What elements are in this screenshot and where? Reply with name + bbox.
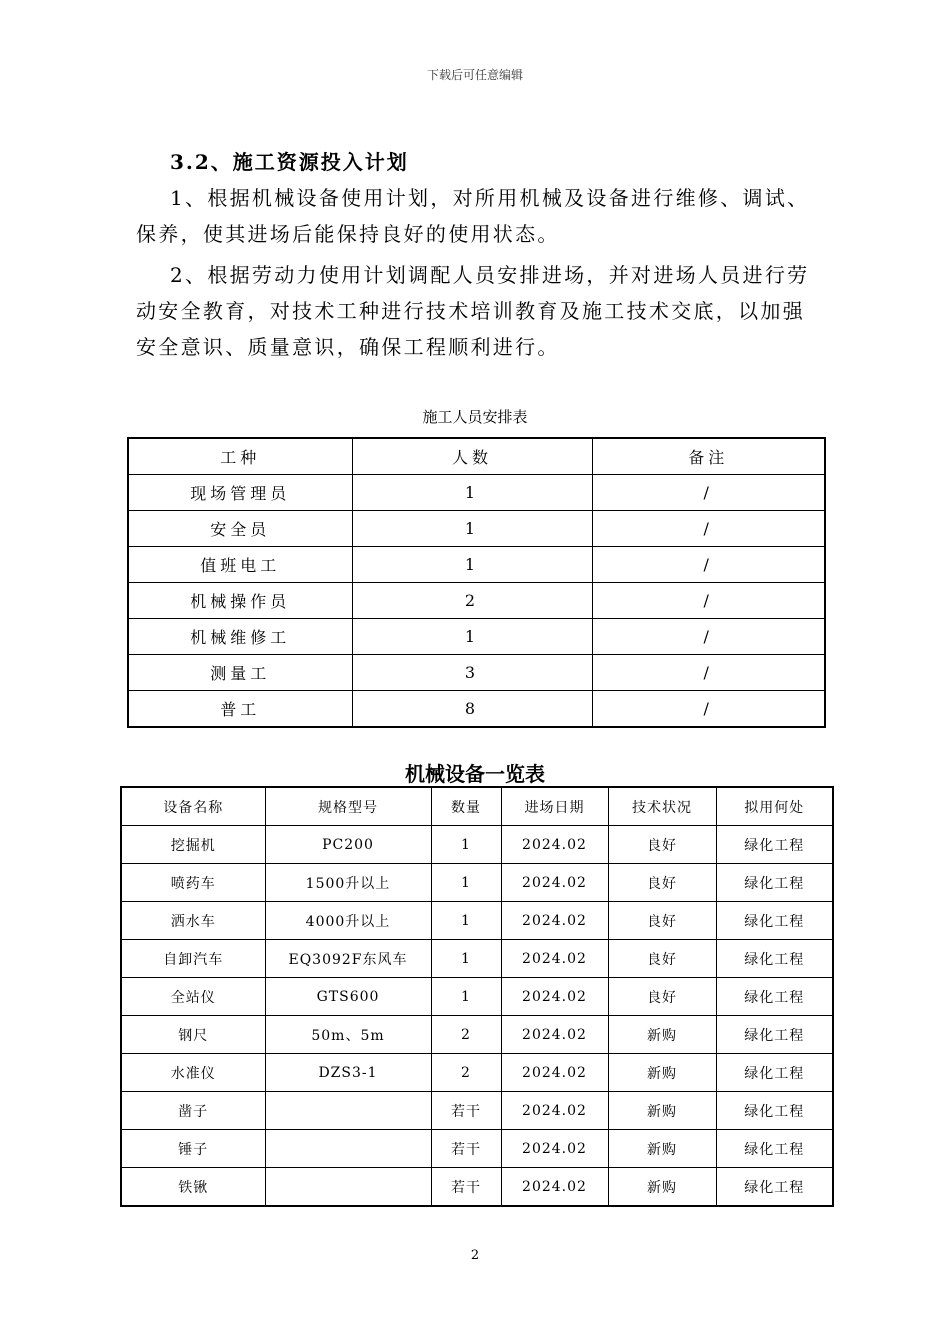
table-cell: 现场管理员 (128, 475, 352, 511)
table-cell: 2024.02 (501, 1054, 608, 1092)
table-cell: 2024.02 (501, 826, 608, 864)
header-cell: 备注 (592, 438, 825, 475)
header-row (121, 787, 833, 826)
table-cell: 50m、5m (265, 1016, 431, 1054)
staff-table (127, 437, 826, 728)
header-row (128, 438, 825, 475)
table-cell: 锤子 (121, 1130, 265, 1168)
table-cell: 良好 (608, 864, 716, 902)
table-cell: 1 (352, 511, 592, 547)
table-cell: 2024.02 (501, 978, 608, 1016)
table-cell: 绿化工程 (716, 1130, 833, 1168)
table-cell: 新购 (608, 1092, 716, 1130)
table-cell (265, 1092, 431, 1130)
table-cell: 绿化工程 (716, 864, 833, 902)
table-cell: / (592, 655, 825, 691)
table-cell: / (592, 583, 825, 619)
staff-row (128, 547, 825, 583)
table-cell: 2 (431, 1054, 501, 1092)
table-cell: 2 (352, 583, 592, 619)
table-cell: 2024.02 (501, 1168, 608, 1207)
section-heading: 3.2、施工资源投入计划 (170, 150, 409, 174)
table-cell: 2024.02 (501, 1130, 608, 1168)
table-cell: 若干 (431, 1168, 501, 1207)
header-note: 下载后可任意编辑 (426, 68, 523, 82)
equipment-row (121, 1168, 833, 1207)
table-cell: 良好 (608, 978, 716, 1016)
table-cell: 1 (431, 864, 501, 902)
header-cell: 人数 (352, 438, 592, 475)
equipment-row (121, 1092, 833, 1130)
table-cell: 良好 (608, 940, 716, 978)
page-number: 2 (470, 1248, 480, 1263)
table-cell: 测量工 (128, 655, 352, 691)
table-cell: 2024.02 (501, 864, 608, 902)
table-cell: 2024.02 (501, 1092, 608, 1130)
equipment-row (121, 1054, 833, 1092)
table-cell: 水准仪 (121, 1054, 265, 1092)
staff-row (128, 619, 825, 655)
table-cell: 1 (431, 902, 501, 940)
staff-row (128, 511, 825, 547)
table-cell: 绿化工程 (716, 1016, 833, 1054)
table-cell: 安全员 (128, 511, 352, 547)
table-cell: 新购 (608, 1016, 716, 1054)
header-cell: 设备名称 (121, 787, 265, 826)
table-cell: 钢尺 (121, 1016, 265, 1054)
table-cell: 1 (431, 826, 501, 864)
table-cell: 若干 (431, 1130, 501, 1168)
table-cell: 良好 (608, 902, 716, 940)
table-cell: 若干 (431, 1092, 501, 1130)
header-cell: 规格型号 (265, 787, 431, 826)
paragraph-1: 1、根据机械设备使用计划，对所用机械及设备进行维修、调试、保养，使其进场后能保持良好的使用状态。 (136, 186, 810, 246)
table-cell: PC200 (265, 826, 431, 864)
staff-row (128, 655, 825, 691)
table-cell: 良好 (608, 826, 716, 864)
staff-row (128, 583, 825, 619)
equipment-table-caption: 机械设备一览表 (405, 762, 545, 786)
table-cell: 1 (352, 619, 592, 655)
staff-table-caption: 施工人员安排表 (422, 408, 528, 426)
header-cell: 工种 (128, 438, 352, 475)
table-cell: 2 (431, 1016, 501, 1054)
table-cell: 1500升以上 (265, 864, 431, 902)
table-cell: 新购 (608, 1054, 716, 1092)
table-cell: GTS600 (265, 978, 431, 1016)
table-cell: 绿化工程 (716, 1168, 833, 1207)
table-cell: 2024.02 (501, 902, 608, 940)
table-cell: / (592, 511, 825, 547)
table-cell: 新购 (608, 1130, 716, 1168)
table-cell: / (592, 547, 825, 583)
table-cell: 1 (352, 547, 592, 583)
table-cell: / (592, 619, 825, 655)
staff-row (128, 475, 825, 511)
table-cell: 普工 (128, 691, 352, 728)
table-cell: 全站仪 (121, 978, 265, 1016)
table-cell: 绿化工程 (716, 1092, 833, 1130)
table-cell: DZS3-1 (265, 1054, 431, 1092)
table-cell: 绿化工程 (716, 902, 833, 940)
equipment-row (121, 864, 833, 902)
table-cell: 3 (352, 655, 592, 691)
table-cell: 8 (352, 691, 592, 728)
table-cell: / (592, 475, 825, 511)
table-cell: 1 (352, 475, 592, 511)
table-cell: / (592, 691, 825, 728)
table-cell: 喷药车 (121, 864, 265, 902)
table-cell: 凿子 (121, 1092, 265, 1130)
table-cell: 挖掘机 (121, 826, 265, 864)
table-cell: 绿化工程 (716, 940, 833, 978)
equipment-table (120, 786, 834, 1207)
equipment-row (121, 1130, 833, 1168)
header-cell: 技术状况 (608, 787, 716, 826)
equipment-row (121, 826, 833, 864)
table-cell: EQ3092F东风车 (265, 940, 431, 978)
table-cell (265, 1130, 431, 1168)
header-cell: 数量 (431, 787, 501, 826)
table-cell: 机械操作员 (128, 583, 352, 619)
header-cell: 进场日期 (501, 787, 608, 826)
equipment-row (121, 940, 833, 978)
table-cell: 绿化工程 (716, 1054, 833, 1092)
equipment-row (121, 1016, 833, 1054)
table-cell: 自卸汽车 (121, 940, 265, 978)
table-cell: 绿化工程 (716, 826, 833, 864)
table-cell: 2024.02 (501, 940, 608, 978)
table-cell (265, 1168, 431, 1207)
paragraph-2: 2、根据劳动力使用计划调配人员安排进场，并对进场人员进行劳动安全教育，对技术工种进行技术培训教育及施工技术交底，以加强安全意识、质量意识，确保工程顺利进行。 (136, 263, 810, 359)
table-cell: 1 (431, 978, 501, 1016)
table-cell: 机械维修工 (128, 619, 352, 655)
staff-row (128, 691, 825, 728)
table-cell: 铁锹 (121, 1168, 265, 1207)
table-cell: 1 (431, 940, 501, 978)
table-cell: 洒水车 (121, 902, 265, 940)
table-cell: 2024.02 (501, 1016, 608, 1054)
equipment-row (121, 902, 833, 940)
header-cell: 拟用何处 (716, 787, 833, 826)
table-cell: 4000升以上 (265, 902, 431, 940)
table-cell: 值班电工 (128, 547, 352, 583)
table-cell: 新购 (608, 1168, 716, 1207)
equipment-row (121, 978, 833, 1016)
table-cell: 绿化工程 (716, 978, 833, 1016)
